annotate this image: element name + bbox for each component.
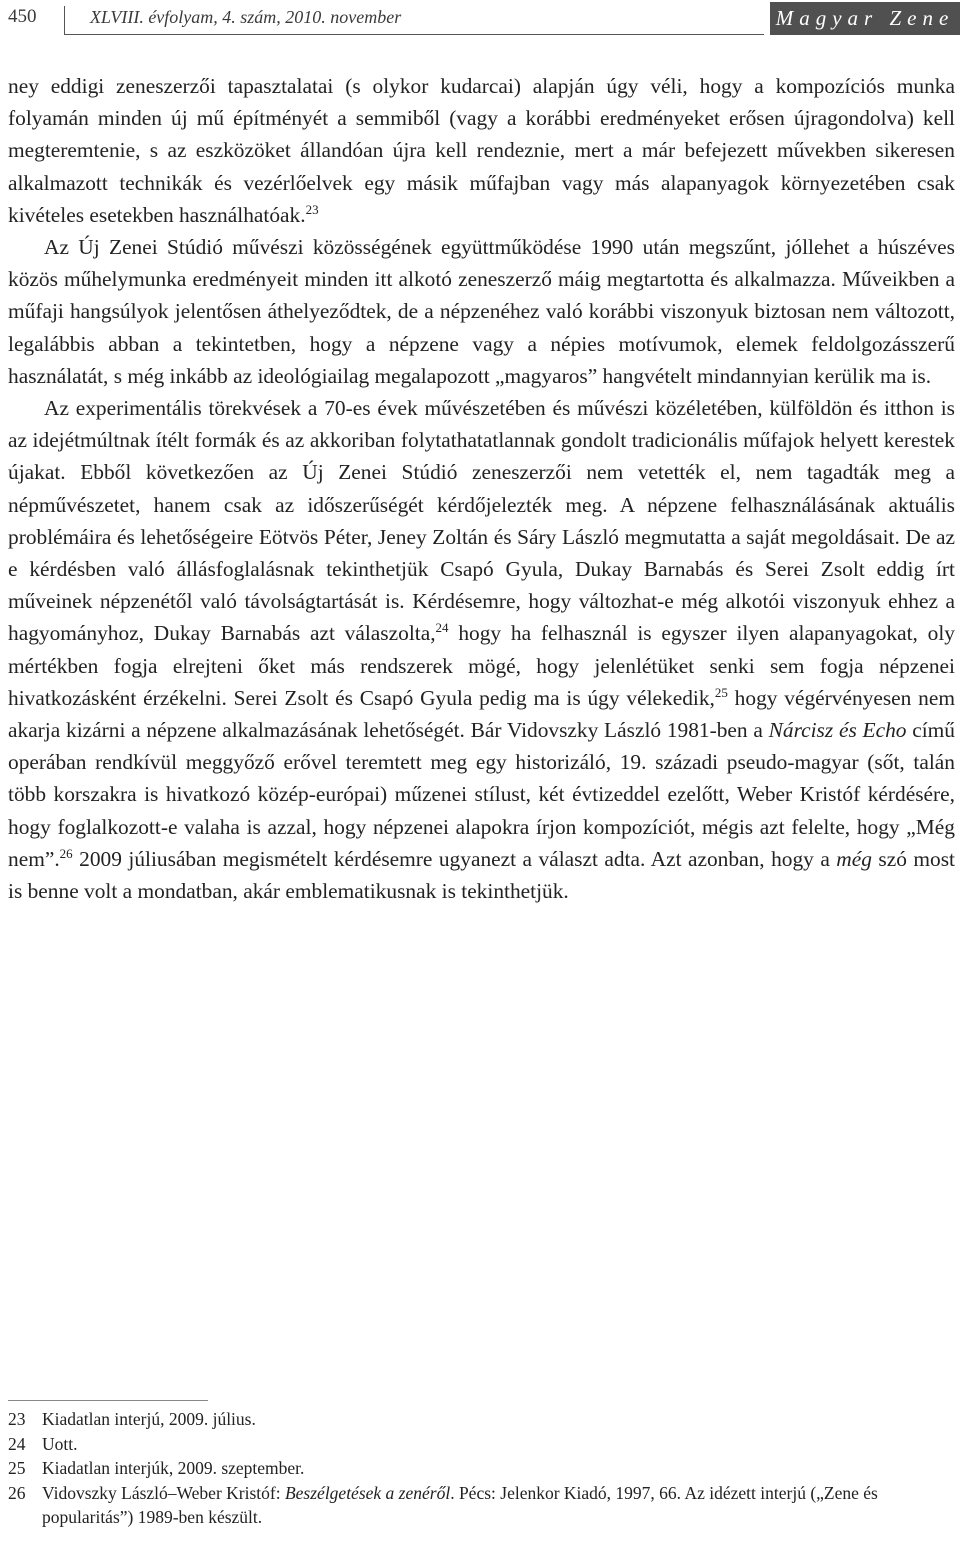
footnote-text-a: Vidovszky László–Weber Kristóf: (42, 1482, 285, 1503)
footnote-23 (8, 1407, 955, 1432)
footnote-26 (8, 1481, 955, 1530)
paragraph-2: Az Új Zenei Stúdió művészi közösségének együttműködése 1990 után megszűnt, jóllehet a húszéves közös műhelymunka eredményeit minden itt alkotó zeneszerző máig megtartotta és alkalmazza. Műveikben a műfaji hangsúlyok jelentősen áthelyeződtek, de a népzenéhez való korábbi viszonyuk biztosan nem változott, legalábbis abban a tekintetben, hogy a népzene vagy a népies motívumok, elemek feldolgozásszerű használatát, s még inkább az ideológiailag megalapozott „magyaros” hangvételt mindannyian kerülik ma is. (8, 235, 955, 388)
page-number: 450 (8, 6, 37, 27)
footnote-number: 23 (8, 1409, 26, 1429)
footnote-text-b: . Pécs: Jelenkor Kiadó, 1997, 66. Az idézett interjú („Zene és popularitás”) 1989-ben készült. (42, 1482, 878, 1527)
footnote-separator (8, 1400, 208, 1401)
book-title: Beszélgetések a zenéről (284, 1482, 451, 1503)
journal-issue: XLVIII. évfolyam, 4. szám, 2010. november (90, 7, 402, 27)
footnote-ref-26[interactable]: 26 (59, 845, 73, 861)
footnote-ref-25[interactable]: 25 (714, 684, 728, 700)
header-horizontal-rule (64, 34, 764, 35)
footnote-text: Kiadatlan interjúk, 2009. szeptember. (42, 1458, 305, 1478)
paragraph-3 (8, 392, 955, 907)
paragraph-3-text-e: 2009 júliusában megismételt kérdésemre ugyanezt a választ adta. Azt azonban, hogy a (72, 846, 837, 871)
footnote-number: 25 (8, 1458, 26, 1478)
footnote-text: Uott. (42, 1433, 78, 1454)
paragraph-3-text-b: hogy ha felhasznál is egyszer ilyen alapanyagokat, oly mértékben fogja elrejteni őket más rendszerek mögé, hogy jelenlétüket senki sem fogja népzenei hivatkozásként érzékelni. Serei Zsolt és Csapó Gyula pedig ma is úgy vélekedik, (8, 621, 955, 710)
paragraph-3-text-a: Az experimentális törekvések a 70-es évek művészetében és művészi közéletében, külföldön és itthon is az idejétmúltnak ítélt formák és az akkoriban folytathatatlannak gondolt tradicionális műfajok helyett kerestek újakat. Ebből következően az Új Zenei Stúdió zeneszerzői nem vetették el, nem tagadták meg a népművészetet, hanem csak az időszerűségét kérdőjelezték meg. A népzene felhasználásának aktuális problémáira és lehetőségeire Eötvös Péter, Jeney Zoltán és Sáry László megmutatta a saját megoldásait. De az e kérdésben való állásfoglalásnak tekinthetjük Csapó Gyula, Dukay Barnabás és Serei Zsolt eddig írt műveinek népzenétől való távolságtartását is. Kérdésemre, hogy változhat-e még alkotói viszonyuk ehhez a hagyományhoz, Dukay Barnabás azt válaszolta, (8, 396, 955, 646)
paragraph-1-text: ney eddigi zeneszerzői tapasztalatai (s olykor kudarcai) alapján úgy véli, hogy a kompozíciós munka folyamán minden új mű építményét a semmiből (vagy a korábbi eredményeket erősen újragondolva) kell megteremtenie, s az eszközöket állandóan újra kell rendeznie, mert a már befejezett művekben sikeresen alkalmazott technikák és vezérlőelvek egy másik műfajban vagy más alapanyagok környezetében csak kivételes esetekben használhatóak. (8, 74, 955, 227)
footnote-ref-23[interactable]: 23 (305, 201, 319, 217)
running-header (8, 2, 955, 36)
opera-title: Nárcisz és Echo (768, 718, 907, 743)
footnote-ref-24[interactable]: 24 (435, 620, 449, 636)
article-body (8, 70, 955, 907)
paragraph-3-text-f: szó most is benne volt a mondatban, akár emblematikusnak is tekinthetjük. (8, 846, 955, 904)
journal-brand: Magyar Zene (770, 2, 960, 35)
footnote-24 (8, 1432, 955, 1457)
emphasized-word: még (836, 846, 872, 871)
footnotes (8, 1407, 955, 1530)
footnote-number: 26 (8, 1482, 26, 1503)
footnote-25 (8, 1456, 955, 1481)
footnote-text: Kiadatlan interjú, 2009. július. (42, 1409, 256, 1429)
paragraph-3-text-d: című operában rendkívül meggyőző erővel teremtett meg egy historizáló, 19. századi pseudo-magyar (sőt, talán több korszakra is hivatkozó közép-európai) műzenei stílust, két évtizeddel ezelőtt, Weber Kristóf kérdésére, hogy foglalkozott-e valaha is azzal, hogy népzenei alapokra írjon kompozíciót, mégis azt felelte, hogy „Még nem”. (8, 718, 956, 871)
paragraph-3-text-c: hogy végérvényesen nem akarja kizárni a népzene alkalmazásának lehetőségét. Bár Vidovszky László 1981-ben a (8, 685, 955, 743)
footnote-number: 24 (8, 1433, 26, 1454)
paragraph-1 (8, 70, 955, 231)
header-vertical-rule (64, 6, 65, 34)
